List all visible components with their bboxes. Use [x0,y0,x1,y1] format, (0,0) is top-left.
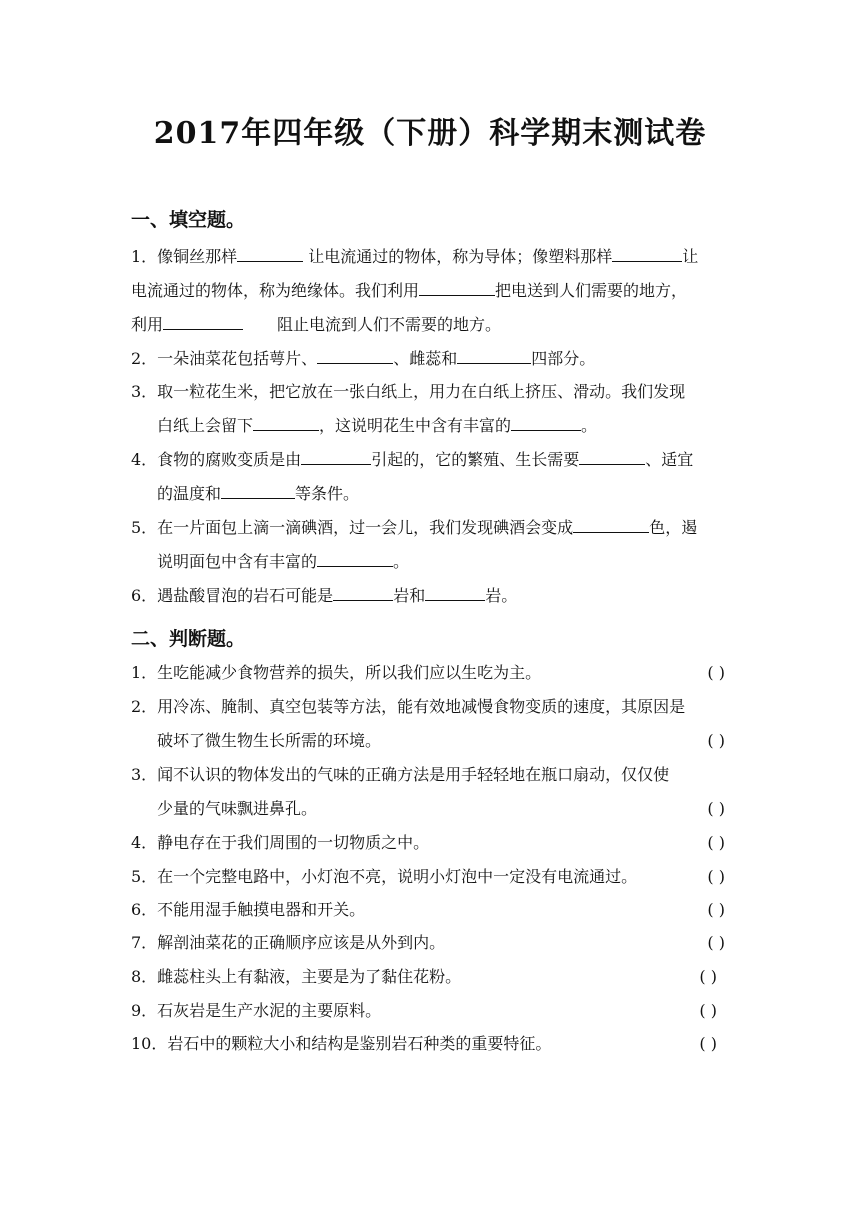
judge-item-9: 9．石灰岩是生产水泥的主要原料。 ( ) [131,994,731,1028]
section-heading-true-false: 二、判断题。 [131,628,246,650]
answer-blank[interactable] [221,481,295,499]
answer-blank[interactable] [317,346,393,364]
judge-item-7: 7．解剖油菜花的正确顺序应该是从外到内。 ( ) [131,926,731,960]
answer-paren[interactable]: ( ) [707,731,725,750]
answer-paren[interactable]: ( ) [707,663,725,682]
judge-item-2: 2．用冷冻、腌制、真空包装等方法，能有效地减慢食物变质的速度，其原因是 破坏了微生物生长所需的环境。 ( ) [131,690,731,758]
question-fill-2: 2．一朵油菜花包括萼片、 、雌蕊和 四部分。 [131,342,731,376]
answer-blank[interactable] [511,413,581,431]
answer-blank[interactable] [425,583,485,601]
judge-item-1: 1．生吃能减少食物营养的损失，所以我们应以生吃为主。 ( ) [131,656,731,690]
answer-paren[interactable]: ( ) [707,833,725,852]
answer-blank[interactable] [237,244,303,262]
answer-paren[interactable]: ( ) [699,1001,717,1020]
question-fill-4: 4．食物的腐败变质是由 引起的，它的繁殖、生长需要 、适宜 的温度和 等条件。 [131,443,731,511]
judge-item-8: 8．雌蕊柱头上有黏液，主要是为了黏住花粉。 ( ) [131,960,731,994]
judge-item-4: 4．静电存在于我们周围的一切物质之中。 ( ) [131,826,731,860]
judge-item-6: 6．不能用湿手触摸电器和开关。 ( ) [131,893,731,927]
answer-blank[interactable] [573,515,649,533]
answer-blank[interactable] [333,583,393,601]
question-fill-3: 3．取一粒花生米，把它放在一张白纸上，用力在白纸上挤压、滑动。我们发现 白纸上会留下 ，这说明花生中含有丰富的 。 [131,382,686,435]
answer-blank[interactable] [457,346,531,364]
answer-blank[interactable] [579,447,645,465]
answer-paren[interactable]: ( ) [707,900,725,919]
answer-paren[interactable]: ( ) [699,1034,717,1053]
question-fill-5: 5．在一片面包上滴一滴碘酒，过一会儿，我们发现碘酒会变成 色，遏 说明面包中含有丰富的 。 [131,511,731,579]
answer-blank[interactable] [419,278,495,296]
answer-blank[interactable] [163,312,243,330]
question-fill-6: 6．遇盐酸冒泡的岩石可能是 岩和 岩。 [131,579,731,613]
answer-paren[interactable]: ( ) [707,867,725,886]
answer-paren[interactable]: ( ) [707,933,725,952]
page-title: 2017年四年级（下册）科学期末测试卷 [153,116,707,151]
answer-blank[interactable] [253,413,319,431]
judge-item-10: 10．岩石中的颗粒大小和结构是鉴别岩石种类的重要特征。 ( ) [131,1027,731,1061]
section-heading-fill-in: 一、填空题。 [131,209,246,231]
judge-item-5: 5．在一个完整电路中，小灯泡不亮，说明小灯泡中一定没有电流通过。 ( ) [131,860,731,894]
answer-paren[interactable]: ( ) [699,967,717,986]
judge-item-3: 3．闻不认识的物体发出的气味的正确方法是用手轻轻地在瓶口扇动，仅仅使 少量的气味飘进鼻孔。 ( ) [131,758,731,826]
answer-blank[interactable] [317,549,393,567]
answer-blank[interactable] [301,447,371,465]
question-fill-1: 1．像铜丝那样 让电流通过的物体，称为导体；像塑料那样 让 电流通过的物体，称为绝缘体。我们利用 把电送到人们需要的地方， 利用 阻止电流到人们不需要的地方。 [131,240,731,342]
answer-blank[interactable] [612,244,682,262]
answer-paren[interactable]: ( ) [707,799,725,818]
